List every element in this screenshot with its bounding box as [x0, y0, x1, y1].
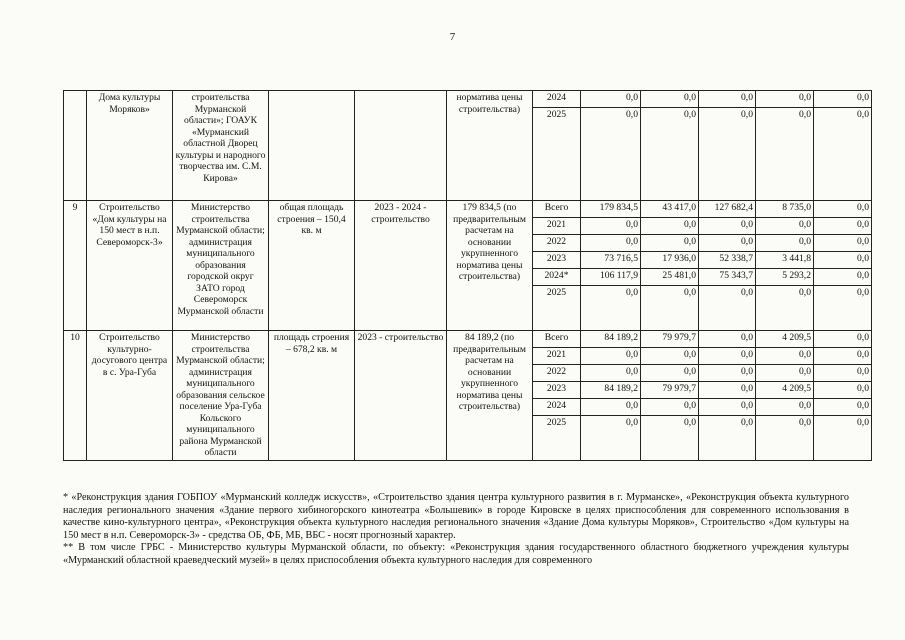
fb-cell: 0,0	[641, 348, 699, 365]
object-name-cell: Строительство «Дом культуры на 150 мест в н.п. Североморск-3»	[87, 201, 173, 331]
vbs-cell: 0,0	[814, 201, 872, 218]
ob-cell: 0,0	[699, 382, 756, 399]
ob-cell: 127 682,4	[699, 201, 756, 218]
mb-cell: 0,0	[756, 399, 814, 416]
ob-cell: 0,0	[699, 365, 756, 382]
row-number-cell: 9	[64, 201, 87, 331]
basis-cell: норматива цены строительства)	[447, 91, 533, 201]
vbs-cell: 0,0	[814, 252, 872, 269]
vbs-cell: 0,0	[814, 218, 872, 235]
ob-cell: 0,0	[699, 91, 756, 108]
total-cell: 0,0	[581, 91, 641, 108]
mb-cell: 0,0	[756, 286, 814, 331]
vbs-cell: 0,0	[814, 108, 872, 201]
total-cell: 0,0	[581, 399, 641, 416]
vbs-cell: 0,0	[814, 91, 872, 108]
organization-cell: строительства Мурманской области»; ГОАУК «Мурманский областной Дворец культуры и народного творчества им. С.М. Кирова»	[173, 91, 269, 201]
mb-cell: 4 209,5	[756, 331, 814, 348]
total-cell: 0,0	[581, 348, 641, 365]
vbs-cell: 0,0	[814, 382, 872, 399]
total-cell: 0,0	[581, 365, 641, 382]
vbs-cell: 0,0	[814, 365, 872, 382]
ob-cell: 0,0	[699, 218, 756, 235]
page-number: 7	[449, 31, 456, 43]
total-cell: 106 117,9	[581, 269, 641, 286]
row-number-cell: 10	[64, 331, 87, 461]
total-cell: 84 189,2	[581, 382, 641, 399]
mb-cell: 0,0	[756, 91, 814, 108]
total-cell: 179 834,5	[581, 201, 641, 218]
year-cell: 2024	[533, 91, 581, 108]
ob-cell: 0,0	[699, 416, 756, 461]
year-cell: Всего	[533, 201, 581, 218]
period-cell: 2023 - 2024 - строительство	[355, 201, 447, 331]
fb-cell: 0,0	[641, 91, 699, 108]
fb-cell: 43 417,0	[641, 201, 699, 218]
year-cell: 2024*	[533, 269, 581, 286]
fb-cell: 25 481,0	[641, 269, 699, 286]
fb-cell: 79 979,7	[641, 331, 699, 348]
basis-cell: 179 834,5 (по предварительным расчетам на основании укрупненного норматива цены строительства)	[447, 201, 533, 331]
vbs-cell: 0,0	[814, 416, 872, 461]
vbs-cell: 0,0	[814, 348, 872, 365]
total-cell: 0,0	[581, 416, 641, 461]
ob-cell: 75 343,7	[699, 269, 756, 286]
fb-cell: 0,0	[641, 416, 699, 461]
total-cell: 0,0	[581, 108, 641, 201]
ob-cell: 0,0	[699, 235, 756, 252]
area-cell: общая площадь строения – 150,4 кв. м	[269, 201, 355, 331]
vbs-cell: 0,0	[814, 269, 872, 286]
fb-cell: 0,0	[641, 399, 699, 416]
footnote-1: * «Реконструкция здания ГОБПОУ «Мурманский колледж искусств», «Строительство здания центра культурного развития в г. Мурманске», «Реконструкция объекта культурного наследия регионального значения «Здание первого хибиногорского кинотеатра «Большевик» в городе Кировске в целях приспособления для современного использования в качестве кино-культурного центра», «Реконструкция объекта культурного наследия регионального значения «Здание Дома культуры Моряков», Строительство «Дом культуры на 150 мест в н.п. Североморск-3» - средства ОБ, ФБ, МБ, ВБС - носят прогнозный характер.	[63, 492, 849, 541]
fb-cell: 0,0	[641, 235, 699, 252]
table-row	[64, 331, 872, 348]
fb-cell: 0,0	[641, 218, 699, 235]
year-cell: 2021	[533, 218, 581, 235]
vbs-cell: 0,0	[814, 331, 872, 348]
mb-cell: 3 441,8	[756, 252, 814, 269]
mb-cell: 0,0	[756, 218, 814, 235]
total-cell: 73 716,5	[581, 252, 641, 269]
total-cell: 84 189,2	[581, 331, 641, 348]
year-cell: 2025	[533, 108, 581, 201]
organization-cell: Министерство строительства Мурманской области; администрация муниципального образования городской округ ЗАТО город Североморск Мурманской области	[173, 201, 269, 331]
mb-cell: 0,0	[756, 416, 814, 461]
vbs-cell: 0,0	[814, 235, 872, 252]
year-cell: 2023	[533, 382, 581, 399]
row-number-cell	[64, 91, 87, 201]
total-cell: 0,0	[581, 235, 641, 252]
year-cell: 2021	[533, 348, 581, 365]
year-cell: 2025	[533, 416, 581, 461]
ob-cell: 52 338,7	[699, 252, 756, 269]
total-cell: 0,0	[581, 286, 641, 331]
fb-cell: 0,0	[641, 108, 699, 201]
mb-cell: 5 293,2	[756, 269, 814, 286]
footnotes	[63, 492, 849, 568]
mb-cell: 4 209,5	[756, 382, 814, 399]
period-cell: 2023 - строительство	[355, 331, 447, 461]
year-cell: 2022	[533, 235, 581, 252]
area-cell: площадь строения – 678,2 кв. м	[269, 331, 355, 461]
organization-cell: Министерство строительства Мурманской области; администрация муниципального образования сельское поселение Ура-Губа Кольского муниципального района Мурманской области	[173, 331, 269, 461]
ob-cell: 0,0	[699, 399, 756, 416]
area-cell	[269, 91, 355, 201]
total-cell: 0,0	[581, 218, 641, 235]
fb-cell: 0,0	[641, 286, 699, 331]
mb-cell: 0,0	[756, 108, 814, 201]
year-cell: 2025	[533, 286, 581, 331]
mb-cell: 0,0	[756, 235, 814, 252]
footnote-2: ** В том числе ГРБС - Министерство культуры Мурманской области, по объекту: «Реконструкция здания государственного областного бюджетного учреждения культуры «Мурманский областной краеведческий музей» в целях приспособления объекта культурного наследия для современного	[63, 542, 849, 566]
mb-cell: 0,0	[756, 348, 814, 365]
fb-cell: 0,0	[641, 365, 699, 382]
ob-cell: 0,0	[699, 348, 756, 365]
ob-cell: 0,0	[699, 331, 756, 348]
object-name-cell: Дома культуры Моряков»	[87, 91, 173, 201]
vbs-cell: 0,0	[814, 399, 872, 416]
table-row	[64, 91, 872, 108]
table-row	[64, 201, 872, 218]
year-cell: 2024	[533, 399, 581, 416]
year-cell: Всего	[533, 331, 581, 348]
fb-cell: 79 979,7	[641, 382, 699, 399]
period-cell	[355, 91, 447, 201]
funding-table	[63, 90, 872, 461]
fb-cell: 17 936,0	[641, 252, 699, 269]
vbs-cell: 0,0	[814, 286, 872, 331]
object-name-cell: Строительство культурно-досугового центра в с. Ура-Губа	[87, 331, 173, 461]
mb-cell: 8 735,0	[756, 201, 814, 218]
mb-cell: 0,0	[756, 365, 814, 382]
ob-cell: 0,0	[699, 286, 756, 331]
basis-cell: 84 189,2 (по предварительным расчетам на основании укрупненного норматива цены строительства)	[447, 331, 533, 461]
year-cell: 2023	[533, 252, 581, 269]
year-cell: 2022	[533, 365, 581, 382]
ob-cell: 0,0	[699, 108, 756, 201]
